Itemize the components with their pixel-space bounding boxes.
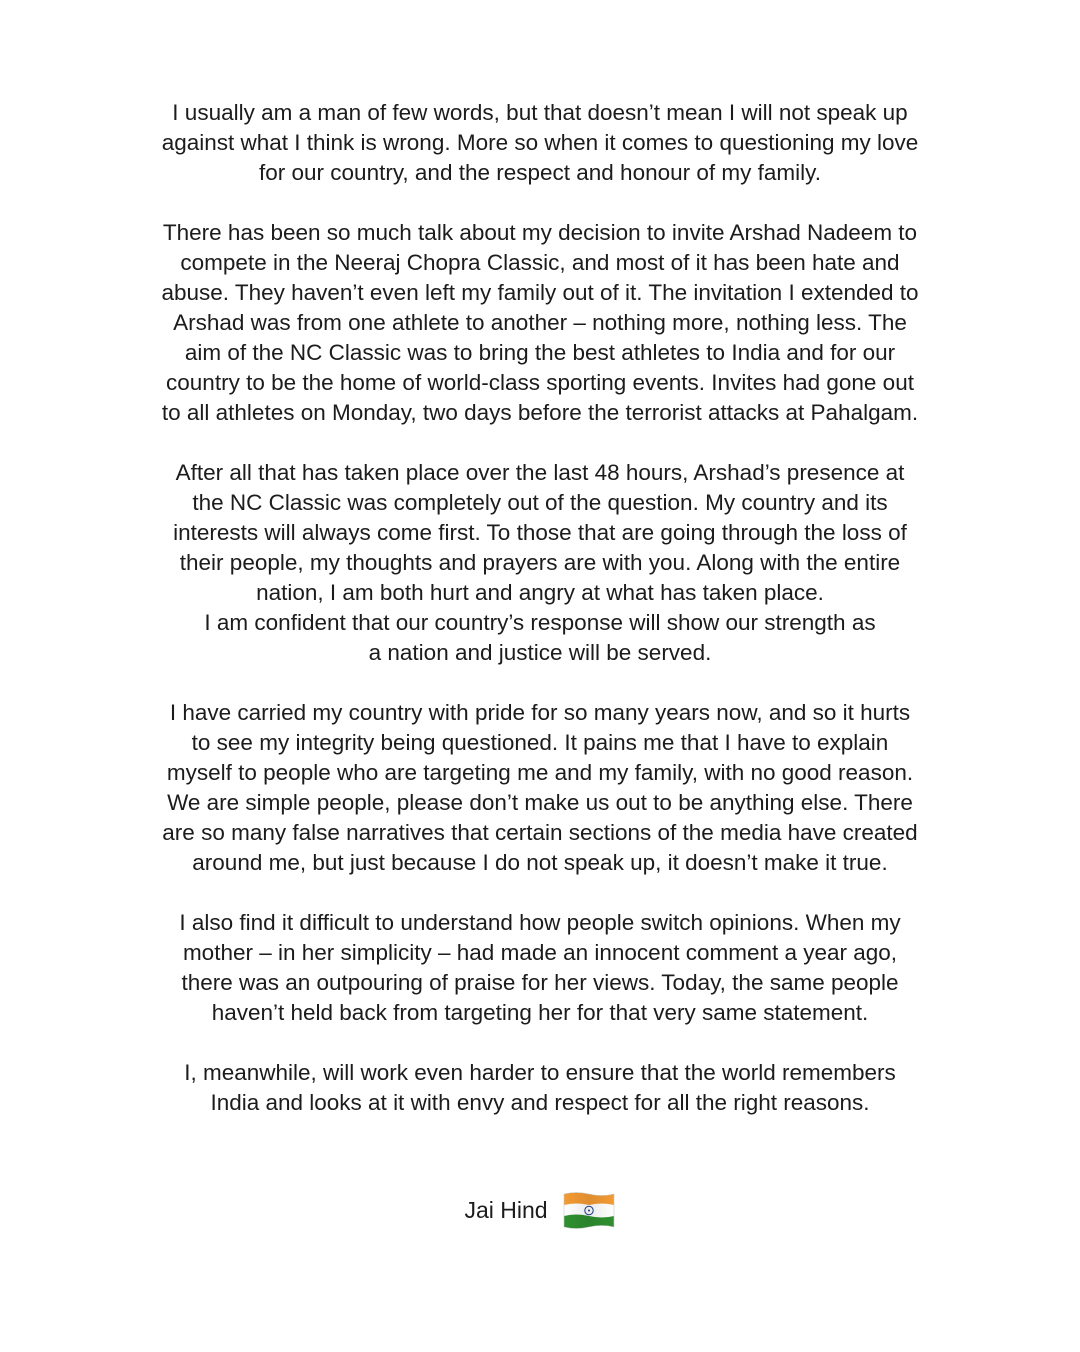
paragraph-line: nation, I am both hurt and angry at what has taken place. <box>256 580 824 605</box>
paragraph-6 <box>90 1058 990 1118</box>
paragraph-5 <box>90 908 990 1028</box>
signoff <box>0 1188 1080 1232</box>
paragraph-line: myself to people who are targeting me and my family, with no good reason. <box>166 760 914 785</box>
paragraph-line: there was an outpouring of praise for her views. Today, the same people <box>181 970 899 995</box>
paragraph-line: aim of the NC Classic was to bring the best athletes to India and for our <box>184 340 896 365</box>
paragraph-line: abuse. They haven’t even left my family out of it. The invitation I extended to <box>161 280 919 305</box>
paragraph-line: After all that has taken place over the last 48 hours, Arshad’s presence at <box>175 460 905 485</box>
paragraph-line: interests will always come first. To those that are going through the loss of <box>173 520 907 545</box>
paragraph-3 <box>90 458 990 668</box>
paragraph-line: I, meanwhile, will work even harder to ensure that the world remembers <box>184 1060 896 1085</box>
paragraph-line: for our country, and the respect and honour of my family. <box>259 160 821 185</box>
paragraph-spacer <box>90 878 990 908</box>
paragraph-line: mother – in her simplicity – had made an innocent comment a year ago, <box>182 940 898 965</box>
paragraph-line: are so many false narratives that certain sections of the media have created <box>162 820 918 845</box>
paragraph-line: We are simple people, please don’t make us out to be anything else. There <box>167 790 913 815</box>
paragraph-4 <box>90 698 990 878</box>
paragraph-line: around me, but just because I do not speak up, it doesn’t make it true. <box>192 850 888 875</box>
paragraph-line: I have carried my country with pride for so many years now, and so it hurts <box>169 700 911 725</box>
paragraph-1 <box>90 98 990 188</box>
india-flag-icon <box>562 1190 616 1230</box>
paragraph-spacer <box>90 1028 990 1058</box>
paragraph-line: India and looks at it with envy and respect for all the right reasons. <box>210 1090 870 1115</box>
paragraph-line: I usually am a man of few words, but that doesn’t mean I will not speak up <box>172 100 908 125</box>
paragraph-line: compete in the Neeraj Chopra Classic, and most of it has been hate and <box>180 250 900 275</box>
statement-body <box>90 98 990 1118</box>
paragraph-line: country to be the home of world-class sporting events. Invites had gone out <box>166 370 914 395</box>
paragraph-line: There has been so much talk about my decision to invite Arshad Nadeem to <box>162 220 918 245</box>
paragraph-spacer <box>90 428 990 458</box>
paragraph-line: Arshad was from one athlete to another – nothing more, nothing less. The <box>173 310 907 335</box>
paragraph-line: their people, my thoughts and prayers are with you. Along with the entire <box>179 550 901 575</box>
signoff-text: Jai Hind <box>464 1197 548 1223</box>
paragraph-line: to see my integrity being questioned. It pains me that I have to explain <box>191 730 889 755</box>
paragraph-line: haven’t held back from targeting her for that very same statement. <box>211 1000 869 1025</box>
paragraph-line: the NC Classic was completely out of the question. My country and its <box>192 490 888 515</box>
paragraph-spacer <box>90 188 990 218</box>
paragraph-line: a nation and justice will be served. <box>368 640 712 665</box>
paragraph-line: against what I think is wrong. More so when it comes to questioning my love <box>161 130 919 155</box>
paragraph-line: I am confident that our country’s response will show our strength as <box>204 610 876 635</box>
paragraph-line: to all athletes on Monday, two days before the terrorist attacks at Pahalgam. <box>161 400 919 425</box>
paragraph-line: I also find it difficult to understand how people switch opinions. When my <box>179 910 901 935</box>
paragraph-2 <box>90 218 990 428</box>
paragraph-spacer <box>90 668 990 698</box>
